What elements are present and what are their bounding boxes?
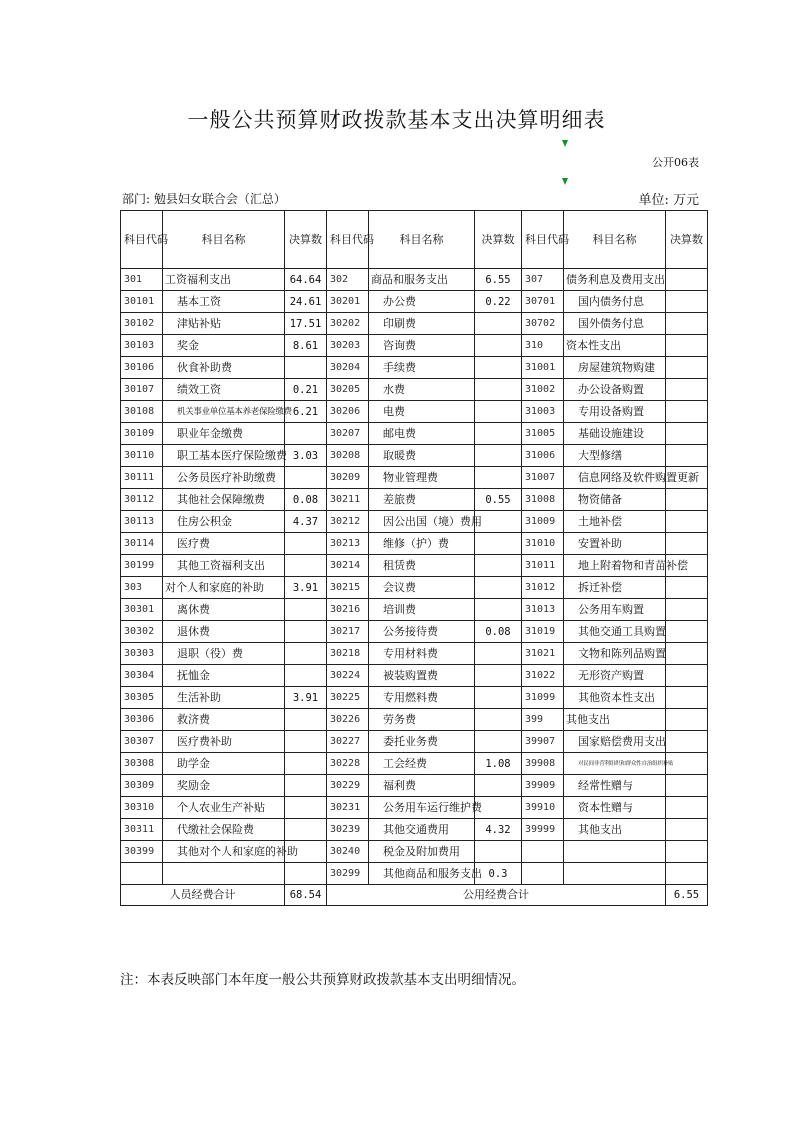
- cell-name: [163, 863, 285, 885]
- cell-code: 30226: [327, 709, 369, 731]
- table-row: [121, 621, 708, 643]
- form-number: 公开06表: [652, 156, 699, 169]
- cell-amount: [666, 643, 708, 665]
- cell-name: 因公出国（境）费用: [369, 511, 475, 533]
- cell-code: [522, 841, 564, 863]
- cell-marker-icon: [562, 178, 568, 185]
- cell-amount: [285, 423, 327, 445]
- table-row: [121, 511, 708, 533]
- cell-amount: [475, 709, 522, 731]
- cell-amount: [285, 863, 327, 885]
- expenditure-table: [120, 210, 708, 906]
- cell-amount: [475, 687, 522, 709]
- cell-amount: 0.22: [475, 291, 522, 313]
- cell-code: 31009: [522, 511, 564, 533]
- cell-amount: [475, 643, 522, 665]
- cell-code: 39909: [522, 775, 564, 797]
- cell-amount: [666, 269, 708, 291]
- cell-name: 资本性支出: [564, 335, 666, 357]
- cell-name: 对民间非营利组织和群众性自治组织补贴: [564, 753, 666, 775]
- cell-code: 30113: [121, 511, 163, 533]
- cell-code: 31013: [522, 599, 564, 621]
- cell-amount: 8.61: [285, 335, 327, 357]
- cell-name: [564, 863, 666, 885]
- cell-amount: [666, 335, 708, 357]
- header-name-1: 科目名称: [163, 211, 285, 269]
- cell-amount: [666, 445, 708, 467]
- cell-name: 专用材料费: [369, 643, 475, 665]
- cell-name: 个人农业生产补贴: [163, 797, 285, 819]
- cell-code: 30212: [327, 511, 369, 533]
- cell-name: 国家赔偿费用支出: [564, 731, 666, 753]
- cell-code: 31006: [522, 445, 564, 467]
- cell-name: 奖金: [163, 335, 285, 357]
- cell-code: 30299: [327, 863, 369, 885]
- table-row: [121, 753, 708, 775]
- cell-code: 30701: [522, 291, 564, 313]
- cell-code: 30239: [327, 819, 369, 841]
- cell-code: 31003: [522, 401, 564, 423]
- cell-code: 30114: [121, 533, 163, 555]
- table-row: [121, 731, 708, 753]
- cell-code: 30216: [327, 599, 369, 621]
- cell-name: 其他商品和服务支出: [369, 863, 475, 885]
- cell-amount: [475, 401, 522, 423]
- cell-name: 其他交通费用: [369, 819, 475, 841]
- cell-name: 公务员医疗补助缴费: [163, 467, 285, 489]
- cell-amount: [666, 819, 708, 841]
- cell-name: 租赁费: [369, 555, 475, 577]
- cell-name: 土地补偿: [564, 511, 666, 533]
- cell-amount: [666, 621, 708, 643]
- cell-code: 30207: [327, 423, 369, 445]
- cell-amount: [666, 731, 708, 753]
- cell-code: 39999: [522, 819, 564, 841]
- cell-amount: [285, 797, 327, 819]
- cell-amount: [666, 533, 708, 555]
- cell-amount: [475, 841, 522, 863]
- cell-marker-icon: [562, 140, 568, 147]
- cell-code: 30111: [121, 467, 163, 489]
- cell-amount: 1.08: [475, 753, 522, 775]
- cell-code: 30303: [121, 643, 163, 665]
- cell-code: 30214: [327, 555, 369, 577]
- cell-name: 公务用车运行维护费: [369, 797, 475, 819]
- department-label: 部门: 勉县妇女联合会（汇总）: [122, 192, 286, 206]
- cell-amount: [666, 665, 708, 687]
- table-row: [121, 665, 708, 687]
- cell-name: 基础设施建设: [564, 423, 666, 445]
- header-name-2: 科目名称: [369, 211, 475, 269]
- cell-name: 其他对个人和家庭的补助: [163, 841, 285, 863]
- cell-amount: [285, 819, 327, 841]
- cell-amount: [666, 313, 708, 335]
- cell-amount: [475, 423, 522, 445]
- cell-code: 30308: [121, 753, 163, 775]
- table-row: [121, 599, 708, 621]
- unit-label: 单位: 万元: [638, 193, 699, 208]
- table-row: [121, 533, 708, 555]
- cell-name: 工会经费: [369, 753, 475, 775]
- cell-code: 302: [327, 269, 369, 291]
- header-name-3: 科目名称: [564, 211, 666, 269]
- cell-code: 31002: [522, 379, 564, 401]
- cell-code: 307: [522, 269, 564, 291]
- cell-amount: [285, 555, 327, 577]
- cell-code: 30108: [121, 401, 163, 423]
- cell-amount: 0.3: [475, 863, 522, 885]
- cell-amount: [475, 335, 522, 357]
- cell-name: 资本性赠与: [564, 797, 666, 819]
- cell-name: 其他支出: [564, 819, 666, 841]
- header-code-2: 科目代码: [327, 211, 369, 269]
- cell-code: 30106: [121, 357, 163, 379]
- cell-name: 生活补助: [163, 687, 285, 709]
- cell-name: 无形资产购置: [564, 665, 666, 687]
- cell-amount: 24.61: [285, 291, 327, 313]
- cell-code: 30208: [327, 445, 369, 467]
- cell-name: 水费: [369, 379, 475, 401]
- cell-code: 30305: [121, 687, 163, 709]
- cell-amount: [475, 533, 522, 555]
- cell-code: 30310: [121, 797, 163, 819]
- cell-amount: 4.32: [475, 819, 522, 841]
- cell-name: 咨询费: [369, 335, 475, 357]
- footnote: 注：本表反映部门本年度一般公共预算财政拨款基本支出明细情况。: [120, 972, 525, 988]
- cell-name: 邮电费: [369, 423, 475, 445]
- cell-code: 31008: [522, 489, 564, 511]
- table-row: [121, 577, 708, 599]
- table-row: [121, 291, 708, 313]
- cell-amount: 0.08: [475, 621, 522, 643]
- table-row: [121, 335, 708, 357]
- cell-name: 税金及附加费用: [369, 841, 475, 863]
- cell-code: [522, 863, 564, 885]
- cell-code: 30211: [327, 489, 369, 511]
- personnel-total-label: 人员经费合计: [121, 885, 285, 906]
- cell-name: 公务接待费: [369, 621, 475, 643]
- cell-name: 信息网络及软件购置更新: [564, 467, 666, 489]
- cell-name: 医疗费补助: [163, 731, 285, 753]
- cell-name: 离休费: [163, 599, 285, 621]
- cell-code: 30311: [121, 819, 163, 841]
- cell-name: 专用燃料费: [369, 687, 475, 709]
- cell-code: 30101: [121, 291, 163, 313]
- cell-code: 399: [522, 709, 564, 731]
- cell-name: 基本工资: [163, 291, 285, 313]
- cell-amount: [475, 555, 522, 577]
- cell-amount: [666, 797, 708, 819]
- cell-amount: [666, 511, 708, 533]
- table-row: [121, 313, 708, 335]
- cell-code: 30227: [327, 731, 369, 753]
- cell-code: 30201: [327, 291, 369, 313]
- table-row: [121, 841, 708, 863]
- cell-amount: [285, 775, 327, 797]
- cell-code: 30204: [327, 357, 369, 379]
- cell-code: 30224: [327, 665, 369, 687]
- cell-amount: 3.91: [285, 577, 327, 599]
- cell-code: 30202: [327, 313, 369, 335]
- cell-amount: [475, 313, 522, 335]
- table-row: [121, 863, 708, 885]
- cell-code: 30304: [121, 665, 163, 687]
- table-row: [121, 379, 708, 401]
- cell-amount: [666, 489, 708, 511]
- cell-code: 31005: [522, 423, 564, 445]
- cell-code: [121, 863, 163, 885]
- table-header-row: [121, 211, 708, 269]
- cell-amount: [285, 643, 327, 665]
- personnel-total-value: 68.54: [285, 885, 327, 906]
- cell-name: 物业管理费: [369, 467, 475, 489]
- cell-code: 30209: [327, 467, 369, 489]
- cell-name: 房屋建筑物购建: [564, 357, 666, 379]
- cell-name: 商品和服务支出: [369, 269, 475, 291]
- cell-code: 30110: [121, 445, 163, 467]
- cell-code: 30307: [121, 731, 163, 753]
- cell-code: 31010: [522, 533, 564, 555]
- cell-name: 其他资本性支出: [564, 687, 666, 709]
- cell-name: 国外债务付息: [564, 313, 666, 335]
- cell-code: 30301: [121, 599, 163, 621]
- cell-amount: [285, 709, 327, 731]
- table-row: [121, 797, 708, 819]
- cell-name: 拆迁补偿: [564, 577, 666, 599]
- table-row: [121, 555, 708, 577]
- cell-amount: [666, 709, 708, 731]
- cell-amount: [666, 687, 708, 709]
- cell-amount: [285, 731, 327, 753]
- cell-name: 住房公积金: [163, 511, 285, 533]
- cell-amount: 6.21: [285, 401, 327, 423]
- cell-amount: [285, 357, 327, 379]
- cell-code: 30199: [121, 555, 163, 577]
- table-row: [121, 819, 708, 841]
- cell-name: 奖励金: [163, 775, 285, 797]
- cell-name: 物资储备: [564, 489, 666, 511]
- cell-code: 30205: [327, 379, 369, 401]
- cell-code: 30107: [121, 379, 163, 401]
- cell-amount: [666, 291, 708, 313]
- cell-name: 地上附着物和青苗补偿: [564, 555, 666, 577]
- cell-name: 绩效工资: [163, 379, 285, 401]
- cell-amount: [285, 753, 327, 775]
- cell-code: 31012: [522, 577, 564, 599]
- cell-name: 手续费: [369, 357, 475, 379]
- cell-code: 30306: [121, 709, 163, 731]
- cell-code: 30309: [121, 775, 163, 797]
- cell-name: 安置补助: [564, 533, 666, 555]
- cell-amount: [475, 599, 522, 621]
- cell-code: 30215: [327, 577, 369, 599]
- cell-amount: [285, 467, 327, 489]
- cell-amount: [285, 665, 327, 687]
- cell-amount: [666, 357, 708, 379]
- cell-amount: [285, 599, 327, 621]
- cell-name: 津贴补贴: [163, 313, 285, 335]
- cell-name: 助学金: [163, 753, 285, 775]
- table-row: [121, 423, 708, 445]
- cell-code: 31022: [522, 665, 564, 687]
- cell-amount: [666, 863, 708, 885]
- cell-amount: [666, 577, 708, 599]
- table-row: [121, 775, 708, 797]
- cell-code: 30109: [121, 423, 163, 445]
- cell-code: 31021: [522, 643, 564, 665]
- cell-name: 工资福利支出: [163, 269, 285, 291]
- cell-name: 债务利息及费用支出: [564, 269, 666, 291]
- cell-amount: 0.21: [285, 379, 327, 401]
- cell-amount: [475, 577, 522, 599]
- cell-code: 30302: [121, 621, 163, 643]
- cell-amount: 4.37: [285, 511, 327, 533]
- cell-code: 30112: [121, 489, 163, 511]
- cell-amount: [475, 379, 522, 401]
- cell-name: 公务用车购置: [564, 599, 666, 621]
- header-amount-3: 决算数: [666, 211, 708, 269]
- cell-code: 31099: [522, 687, 564, 709]
- cell-name: 被装购置费: [369, 665, 475, 687]
- cell-name: 抚恤金: [163, 665, 285, 687]
- cell-amount: 0.55: [475, 489, 522, 511]
- cell-name: 办公费: [369, 291, 475, 313]
- header-code-3: 科目代码: [522, 211, 564, 269]
- table-row: [121, 643, 708, 665]
- cell-name: 对个人和家庭的补助: [163, 577, 285, 599]
- cell-amount: 64.64: [285, 269, 327, 291]
- cell-amount: [475, 467, 522, 489]
- cell-code: 30399: [121, 841, 163, 863]
- cell-name: 国内债务付息: [564, 291, 666, 313]
- table-row: [121, 687, 708, 709]
- cell-amount: 3.91: [285, 687, 327, 709]
- cell-code: 30231: [327, 797, 369, 819]
- cell-name: 职工基本医疗保险缴费: [163, 445, 285, 467]
- page-title: 一般公共预算财政拨款基本支出决算明细表: [187, 108, 606, 132]
- cell-name: 取暖费: [369, 445, 475, 467]
- table-row: [121, 401, 708, 423]
- cell-name: 其他支出: [564, 709, 666, 731]
- cell-amount: [475, 445, 522, 467]
- cell-code: 30225: [327, 687, 369, 709]
- table-row: [121, 467, 708, 489]
- cell-name: 大型修缮: [564, 445, 666, 467]
- cell-name: 其他工资福利支出: [163, 555, 285, 577]
- cell-name: 印刷费: [369, 313, 475, 335]
- cell-name: 职业年金缴费: [163, 423, 285, 445]
- cell-amount: [666, 401, 708, 423]
- header-amount-2: 决算数: [475, 211, 522, 269]
- cell-name: [564, 841, 666, 863]
- cell-amount: [666, 599, 708, 621]
- cell-amount: [666, 379, 708, 401]
- cell-code: 30218: [327, 643, 369, 665]
- table-row: [121, 709, 708, 731]
- public-total-label: 公用经费合计: [327, 885, 666, 906]
- table-row: [121, 489, 708, 511]
- cell-code: 30103: [121, 335, 163, 357]
- cell-amount: [475, 775, 522, 797]
- header-amount-1: 决算数: [285, 211, 327, 269]
- cell-amount: [285, 533, 327, 555]
- cell-code: 30217: [327, 621, 369, 643]
- cell-name: 电费: [369, 401, 475, 423]
- cell-name: 文物和陈列品购置: [564, 643, 666, 665]
- cell-name: 退休费: [163, 621, 285, 643]
- cell-amount: [666, 841, 708, 863]
- cell-amount: [666, 423, 708, 445]
- cell-amount: 0.08: [285, 489, 327, 511]
- table-row: [121, 269, 708, 291]
- cell-name: 培训费: [369, 599, 475, 621]
- cell-name: 伙食补助费: [163, 357, 285, 379]
- cell-name: 其他交通工具购置: [564, 621, 666, 643]
- cell-name: 机关事业单位基本养老保险缴费: [163, 401, 285, 423]
- cell-name: 维修（护）费: [369, 533, 475, 555]
- cell-code: 30206: [327, 401, 369, 423]
- cell-code: 30229: [327, 775, 369, 797]
- cell-code: 31001: [522, 357, 564, 379]
- cell-code: 31011: [522, 555, 564, 577]
- cell-name: 福利费: [369, 775, 475, 797]
- cell-amount: 6.55: [475, 269, 522, 291]
- cell-name: 差旅费: [369, 489, 475, 511]
- cell-name: 办公设备购置: [564, 379, 666, 401]
- cell-code: 31007: [522, 467, 564, 489]
- table-row: [121, 445, 708, 467]
- cell-amount: 3.03: [285, 445, 327, 467]
- header-code-1: 科目代码: [121, 211, 163, 269]
- cell-code: 303: [121, 577, 163, 599]
- cell-name: 会议费: [369, 577, 475, 599]
- cell-code: 30228: [327, 753, 369, 775]
- table-row: [121, 357, 708, 379]
- cell-code: 30203: [327, 335, 369, 357]
- cell-code: 31019: [522, 621, 564, 643]
- cell-code: 39908: [522, 753, 564, 775]
- cell-name: 其他社会保障缴费: [163, 489, 285, 511]
- cell-name: 救济费: [163, 709, 285, 731]
- cell-amount: [475, 357, 522, 379]
- cell-code: 30240: [327, 841, 369, 863]
- cell-amount: 17.51: [285, 313, 327, 335]
- cell-code: 310: [522, 335, 564, 357]
- cell-name: 专用设备购置: [564, 401, 666, 423]
- cell-name: 代缴社会保险费: [163, 819, 285, 841]
- cell-code: 39907: [522, 731, 564, 753]
- cell-code: 301: [121, 269, 163, 291]
- totals-row: [121, 885, 708, 906]
- cell-name: 劳务费: [369, 709, 475, 731]
- cell-code: 30213: [327, 533, 369, 555]
- cell-amount: [666, 775, 708, 797]
- cell-amount: [475, 665, 522, 687]
- cell-amount: [285, 621, 327, 643]
- cell-amount: [475, 731, 522, 753]
- cell-name: 医疗费: [163, 533, 285, 555]
- cell-name: 退职（役）费: [163, 643, 285, 665]
- cell-code: 39910: [522, 797, 564, 819]
- cell-code: 30102: [121, 313, 163, 335]
- cell-name: 委托业务费: [369, 731, 475, 753]
- cell-code: 30702: [522, 313, 564, 335]
- cell-name: 经常性赠与: [564, 775, 666, 797]
- public-total-value: 6.55: [666, 885, 708, 906]
